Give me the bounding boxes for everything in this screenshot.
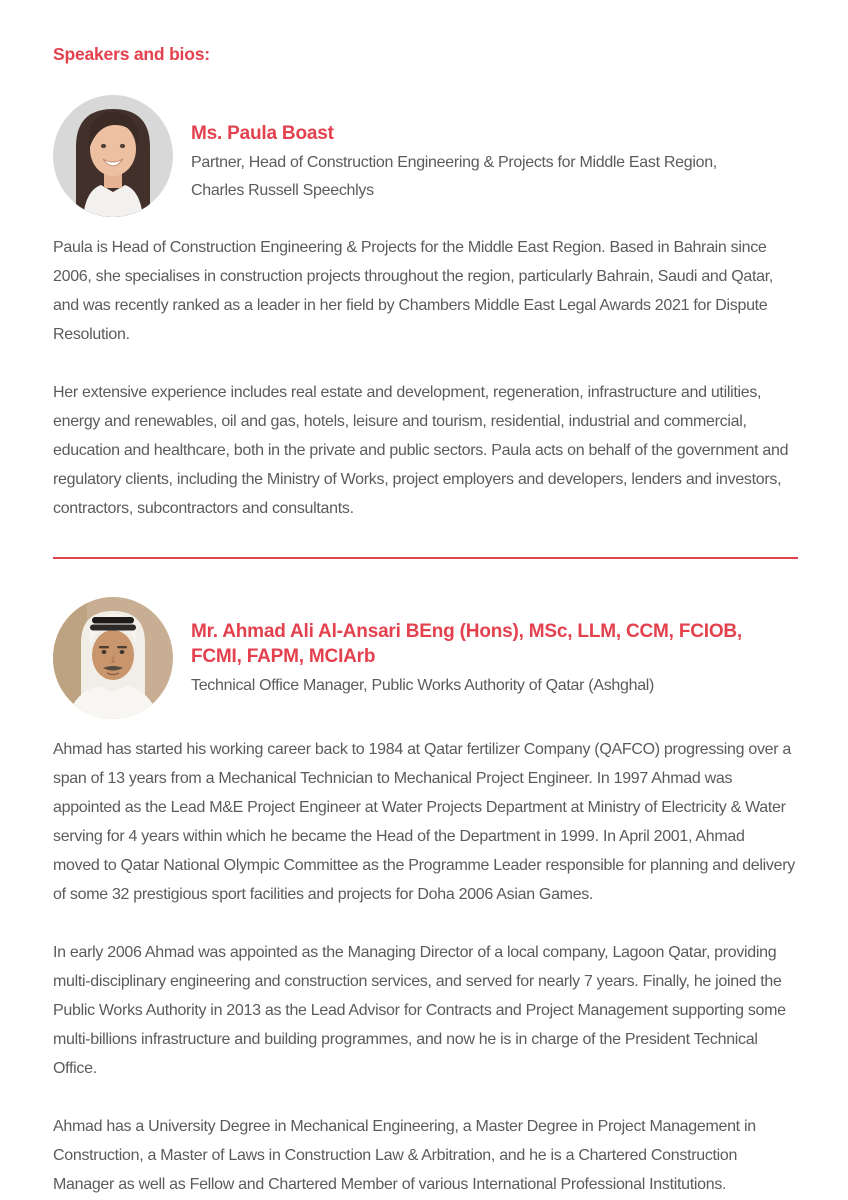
- page-title: Speakers and bios:: [53, 44, 210, 64]
- speaker-section-paula-boast: [53, 95, 795, 523]
- speaker-name: Ms. Paula Boast: [191, 123, 334, 144]
- speaker-identity: [191, 597, 795, 719]
- speaker-title-line: Charles Russell Speechlys: [191, 182, 374, 199]
- speaker-name: Mr. Ahmad Ali Al-Ansari BEng (Hons), MSc, LLM, CCM, FCIOB, FCMI, FAPM, MCIArb: [191, 621, 743, 667]
- section-divider: [53, 557, 798, 559]
- bio-paragraph: Her extensive experience includes real estate and development, regeneration, infrastructure and utilities, energy and renewables, oil and gas, hotels, leisure and tourism, residential, industrial and commercial, education and healthcare, both in the private and public sectors. Paula acts on behalf of the government and regulatory clients, including the Ministry of Works, project employers and developers, lenders and investors, contractors, subcontractors and consultants.: [53, 384, 789, 517]
- bio-paragraph: Ahmad has a University Degree in Mechanical Engineering, a Master Degree in Project Management in Construction, a Master of Laws in Construction Law & Arbitration, and he is a Chartered Construction Manager as well as Fellow and Chartered Member of various International Professional Institutions.: [53, 1118, 756, 1193]
- speaker-title-line: Technical Office Manager, Public Works Authority of Qatar (Ashghal): [191, 677, 655, 694]
- speaker-header: [53, 95, 795, 217]
- bio-paragraph: Ahmad has started his working career back to 1984 at Qatar fertilizer Company (QAFCO) progressing over a span of 13 years from a Mechanical Technician to Mechanical Project Engineer. In 1997 Ahmad was appointed as the Lead M&E Project Engineer at Water Projects Department at Ministry of Electricity & Water serving for 4 years within which he became the Head of the Department in 1999. In April 2001, Ahmad moved to Qatar National Olympic Committee as the Programme Leader responsible for planning and delivery of some 32 prestigious sport facilities and projects for Doha 2006 Asian Games.: [53, 741, 795, 903]
- woman-portrait-illustration: [53, 95, 173, 217]
- man-ghutra-portrait-illustration: [53, 597, 173, 719]
- speaker-identity: [191, 95, 717, 217]
- speaker-header: [53, 597, 795, 719]
- bio-paragraph: Paula is Head of Construction Engineering & Projects for the Middle East Region. Based in Bahrain since 2006, she specialises in construction projects throughout the region, particularly Bahrain, Saudi and Qatar, and was recently ranked as a leader in her field by Chambers Middle East Legal Awards 2021 for Dispute Resolution.: [53, 239, 774, 343]
- speaker-photo-paula-boast: [53, 95, 173, 217]
- speaker-title-line: Partner, Head of Construction Engineering & Projects for Middle East Region,: [191, 154, 717, 171]
- speaker-section-ahmad-al-ansari: [53, 597, 795, 1199]
- speaker-photo-ahmad-al-ansari: [53, 597, 173, 719]
- bio-paragraph: In early 2006 Ahmad was appointed as the Managing Director of a local company, Lagoon Qatar, providing multi-disciplinary engineering and construction services, and served for nearly 7 years. Finally, he joined the Public Works Authority in 2013 as the Lead Advisor for Contracts and Project Management supporting some multi-billions infrastructure and building programmes, and now he is in charge of the President Technical Office.: [53, 944, 786, 1077]
